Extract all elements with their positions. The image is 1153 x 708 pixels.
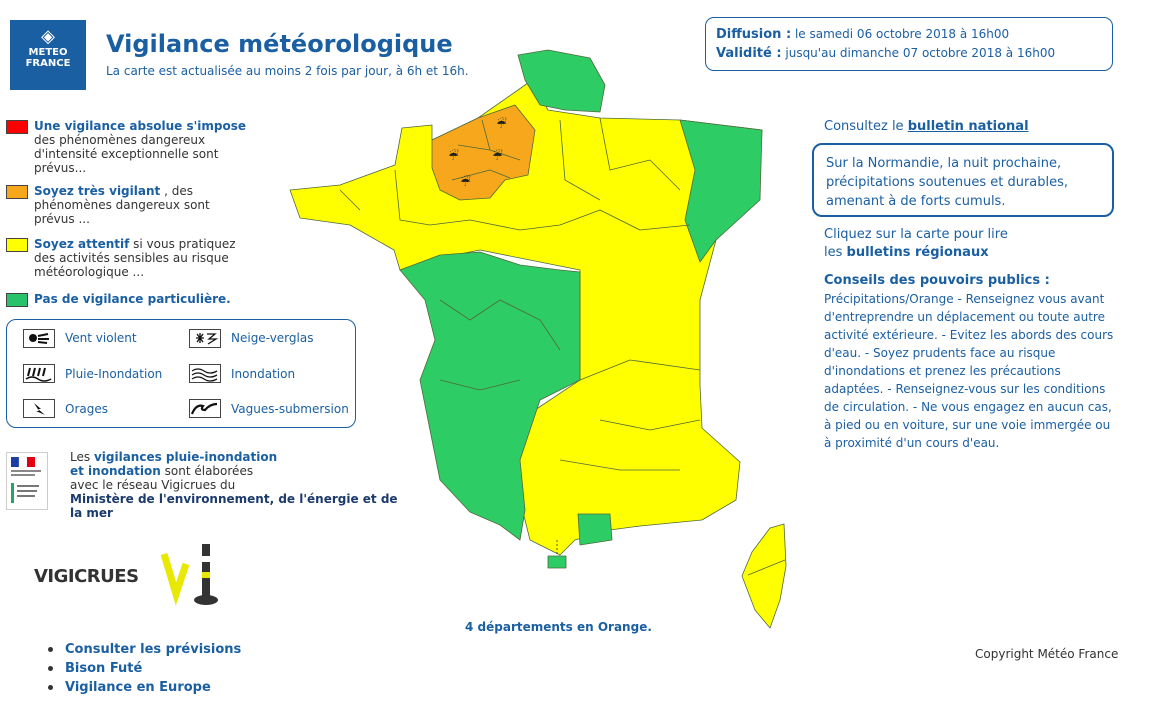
legend-green-title: Pas de vigilance particulière. — [34, 292, 231, 306]
rain-flood-icon — [23, 364, 55, 383]
storm-label: Orages — [65, 402, 108, 416]
validite-value: jusqu'au dimanche 07 octobre 2018 à 16h00 — [781, 46, 1056, 60]
map-region-green-northeast — [680, 120, 762, 262]
link-previsions[interactable] — [48, 642, 241, 661]
snow-ice-icon — [189, 329, 221, 348]
wind-icon — [23, 329, 55, 348]
legend-yellow-title: Soyez attentif — [34, 237, 130, 251]
snow-ice-label: Neige-verglas — [231, 331, 314, 345]
links-list — [48, 642, 241, 699]
link-bison-fute[interactable] — [48, 661, 241, 680]
bullet-icon — [48, 647, 53, 652]
map-region-corsica — [742, 524, 786, 628]
rain-flood-icon: ☔ — [460, 175, 471, 189]
page-title: Vigilance météorologique — [106, 30, 453, 58]
orange-count: 4 départements en Orange. — [465, 620, 652, 634]
page-subtitle: La carte est actualisée au moins 2 fois par jour, à 6h et 16h. — [106, 64, 469, 78]
map-region-green-south — [578, 514, 612, 545]
france-vigilance-map[interactable] — [283, 47, 799, 629]
vigicrues-v-logo — [160, 542, 230, 608]
national-info-box — [812, 143, 1114, 217]
link-vigilance-europe[interactable] — [48, 680, 241, 699]
bulletin-national-link[interactable]: bulletin national — [907, 119, 1029, 134]
vigicrues-text3: avec le réseau Vigicrues du — [70, 478, 236, 492]
regional-les: les — [824, 245, 847, 260]
wind-label: Vent violent — [65, 331, 137, 345]
ministry-logo[interactable] — [6, 452, 48, 510]
consult-prefix: Consultez le — [824, 119, 908, 134]
bullet-icon — [48, 666, 53, 671]
logo-symbol-icon: ◈ — [41, 26, 55, 47]
national-info-text: Sur la Normandie, la nuit prochaine, précipitations soutenues et durables, amenant à de forts cumuls. — [826, 156, 1069, 209]
legend-red-text: des phénomènes dangereux d'intensité exceptionnelle sont prévus... — [34, 133, 219, 175]
meteo-france-logo[interactable] — [10, 20, 86, 90]
wave-submersion-label: Vagues-submersion — [231, 402, 349, 416]
rain-flood-icon: ☔ — [496, 117, 507, 131]
vigicrues-bold1: vigilances pluie-inondation — [93, 450, 278, 464]
bulletins-regionaux-link[interactable]: bulletins régionaux — [846, 245, 989, 260]
logo-line2: FRANCE — [25, 58, 71, 69]
legend-orange-text: , des phénomènes dangereux sont prévus ... — [34, 184, 210, 226]
vigicrues-logo[interactable]: VIGICRUES — [34, 566, 139, 587]
link-bison-fute-text[interactable]: Bison Futé — [65, 661, 143, 676]
storm-icon — [23, 399, 55, 418]
conseils-text: Précipitations/Orange - Renseignez vous avant d'entreprendre un déplacement ou toute autre activité extérieure. - Evitez les abords des cours d'eau. - Soyez prudents face au risque d'inondations et prenez les précautions adaptées. - Renseignez-vous sur les conditions de circulation. - Ne vous engagez en aucun cas, à pied ou en voiture, sur une voie immergée ou à proximité d'un cours d'eau. — [824, 292, 1114, 450]
diffusion-label: Diffusion : — [716, 27, 792, 42]
legend-orange-title: Soyez très vigilant — [34, 184, 161, 198]
flood-label: Inondation — [231, 367, 296, 381]
bullet-icon — [48, 685, 53, 690]
regional-bulletins — [824, 226, 1008, 262]
wave-submersion-icon — [189, 399, 221, 418]
legend-orange-swatch — [6, 185, 28, 199]
flood-icon — [189, 364, 221, 383]
regional-prefix: Cliquez sur la carte pour lire — [824, 227, 1008, 242]
vigicrues-bold2: et inondation — [70, 464, 161, 478]
consult-national — [824, 119, 1029, 134]
legend-red-title: Une vigilance absolue s'impose — [34, 119, 247, 133]
rain-flood-icon: ☔ — [492, 149, 503, 163]
rain-flood-label: Pluie-Inondation — [65, 367, 163, 381]
diffusion-line — [716, 27, 1009, 42]
legend-yellow-swatch — [6, 238, 28, 252]
vigicrues-text2: sont élaborées — [160, 464, 254, 478]
rain-flood-icon: ☔ — [448, 149, 459, 163]
map-region-islet — [548, 556, 566, 568]
link-vigilance-europe-text[interactable]: Vigilance en Europe — [65, 680, 211, 695]
logo-line1: METEO — [28, 47, 68, 58]
copyright: Copyright Météo France — [975, 647, 1119, 661]
diffusion-value: le samedi 06 octobre 2018 à 16h00 — [791, 27, 1010, 41]
legend-red-swatch — [6, 120, 28, 134]
vigicrues-ministry: Ministère de l'environnement, de l'énergie et de la mer — [70, 492, 398, 520]
legend-green-swatch — [6, 293, 28, 307]
link-previsions-text[interactable]: Consulter les prévisions — [65, 642, 242, 657]
vigicrues-text1: Les — [70, 450, 94, 464]
conseils-title: Conseils des pouvoirs publics : — [824, 273, 1050, 288]
legend-yellow-text: si vous pratiquez des activités sensibles au risque météorologique ... — [34, 237, 236, 279]
validite-label: Validité : — [716, 46, 782, 61]
conseils-section — [824, 272, 1114, 452]
